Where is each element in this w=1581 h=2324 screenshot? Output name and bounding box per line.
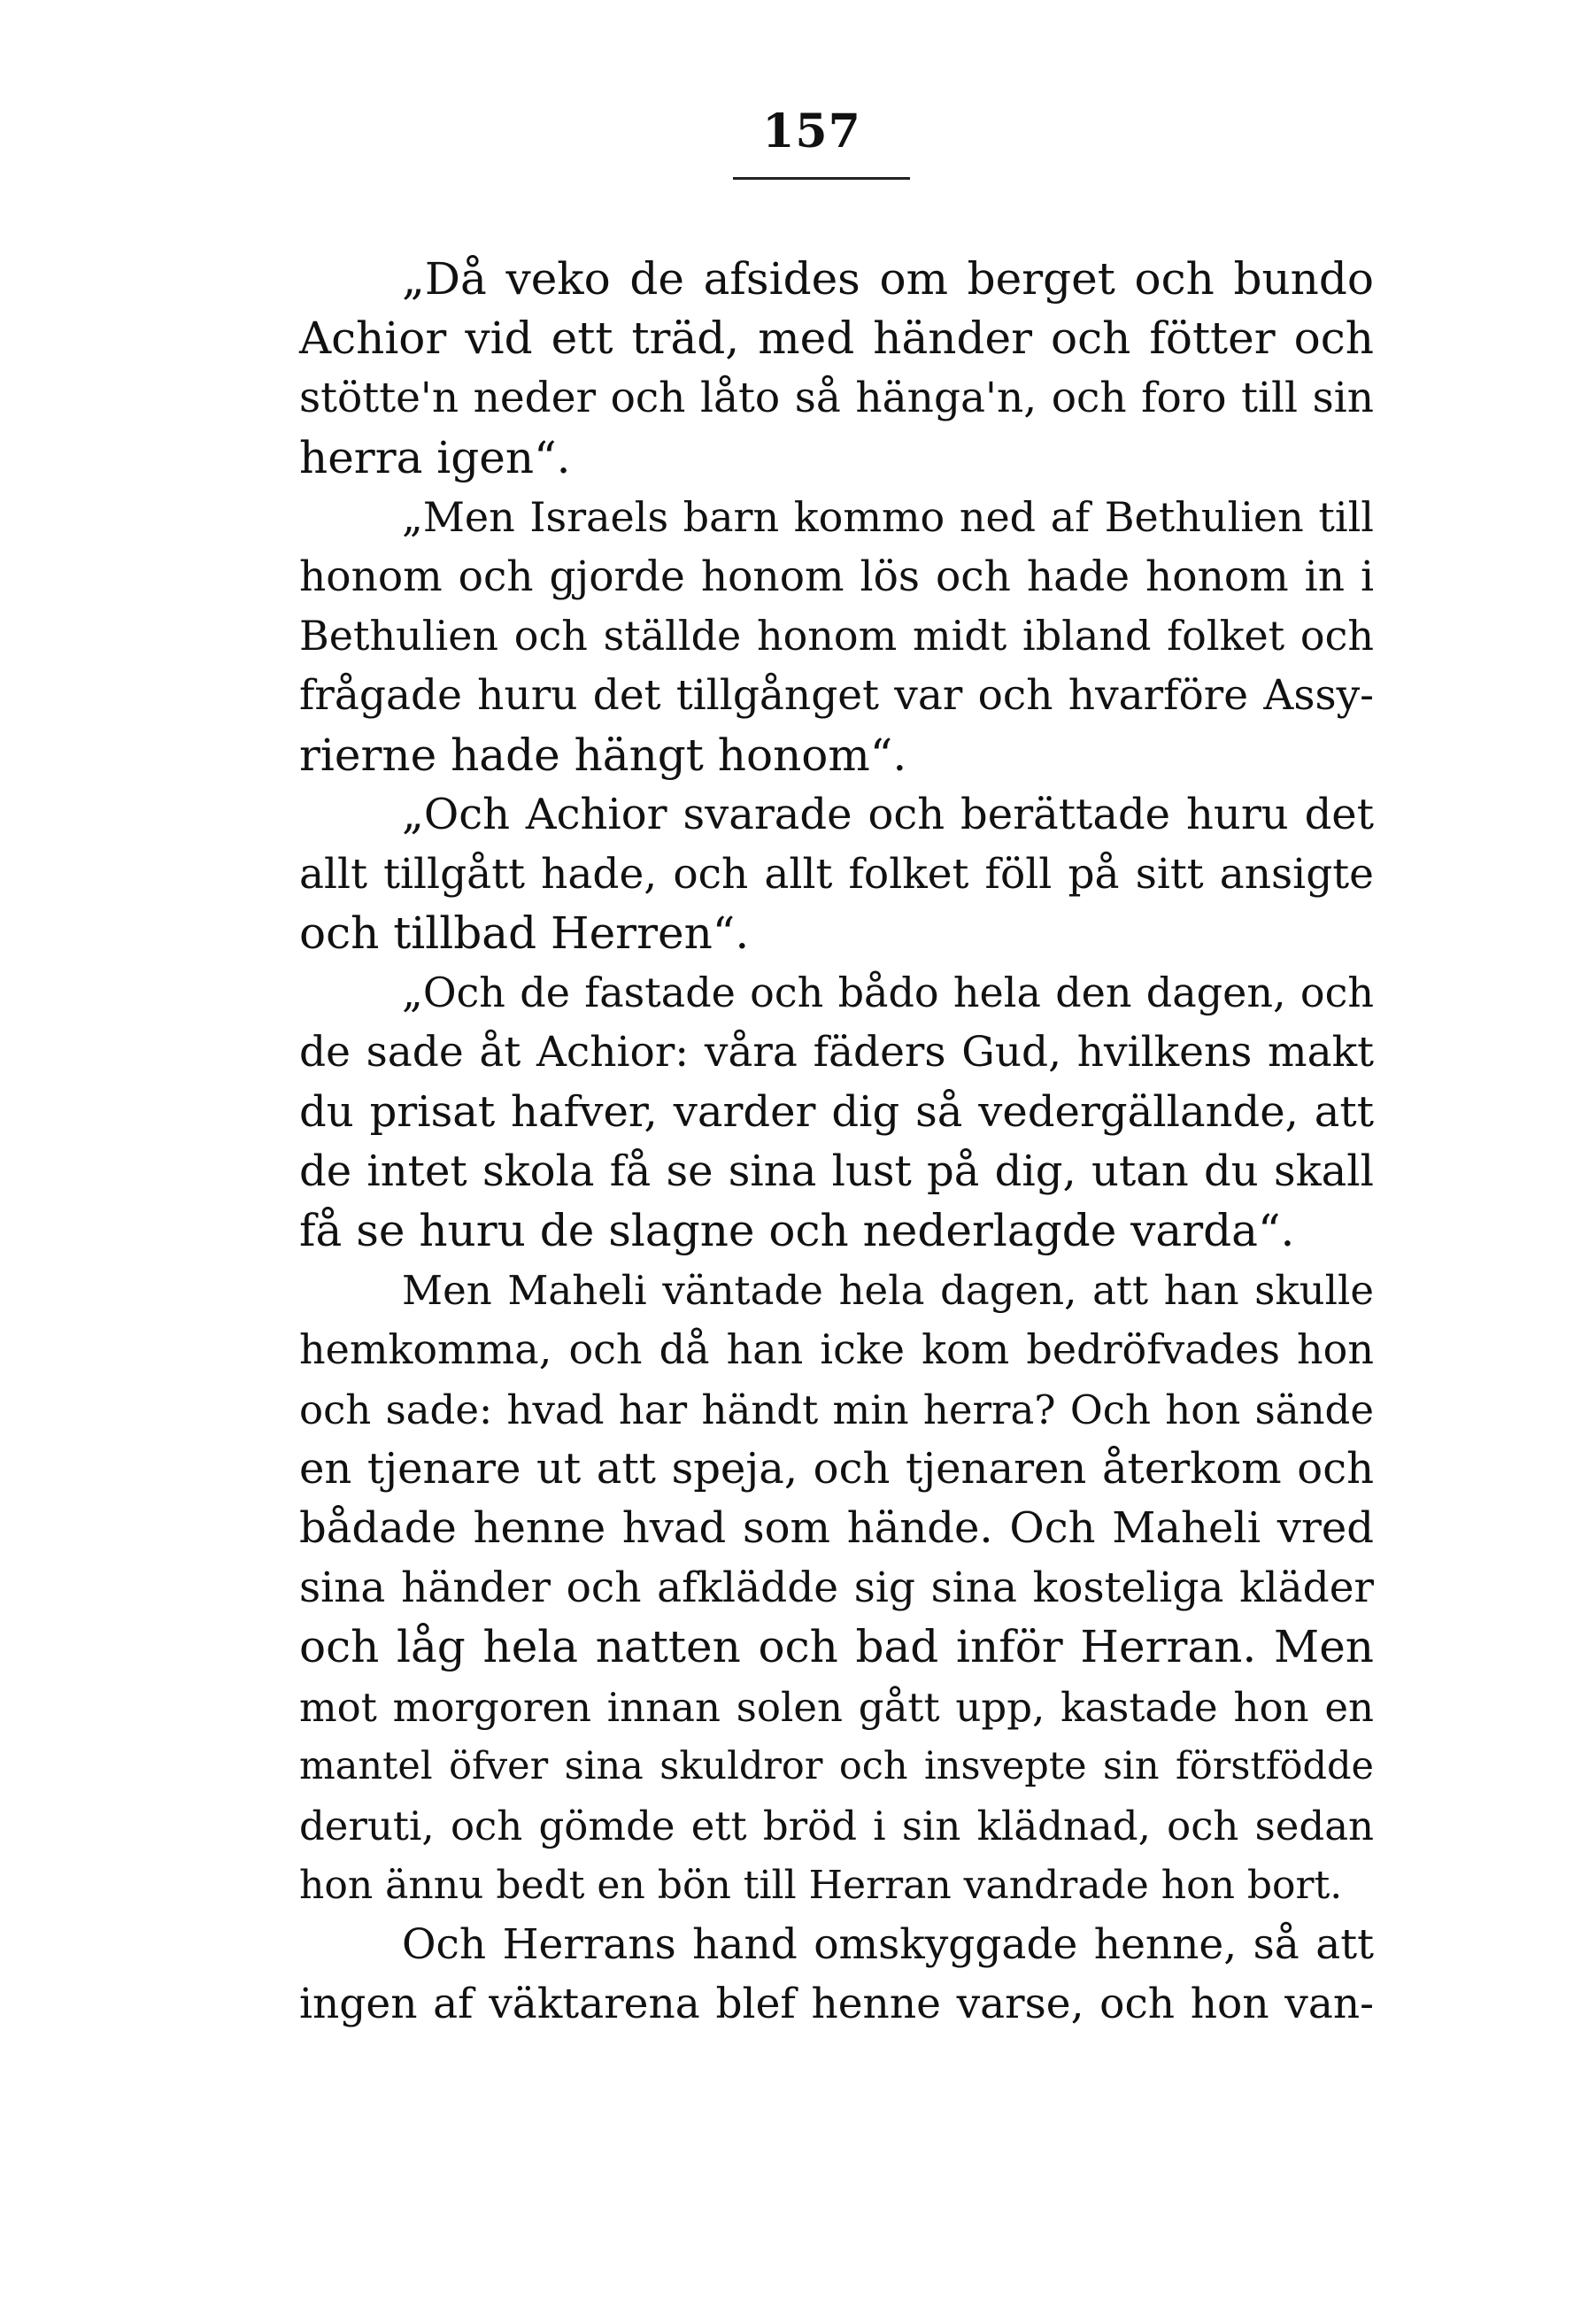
text-line: de intet skola få se sina lust på dig, utan du skall [299,1146,1374,1196]
text-line: en tjenare ut att speja, och tjenaren återkom och [299,1443,1374,1494]
page-number: 157 [762,104,861,158]
text-line: Men Maheli väntade hela dagen, att han skulle [402,1267,1374,1315]
text-line: frågade huru det tillgånget var och hvarföre Assy- [299,671,1374,721]
text-line: deruti, och gömde ett bröd i sin klädnad, och sedan [299,1802,1374,1849]
text-line: „Och Achior svarade och berättade huru det [402,789,1374,839]
text-line: bådade henne hvad som hände. Och Maheli vred [299,1502,1374,1553]
text-line: „Men Israels barn kommo ned af Bethulien till [402,492,1374,541]
text-line: och sade: hvad har händt min herra? Och hon sände [299,1386,1374,1433]
text-line: allt tillgått hade, och allt folket föll på sitt ansigte [299,849,1374,899]
text-line: och låg hela natten och bad inför Herran. Men [299,1621,1374,1673]
text-line: de sade åt Achior: våra fäders Gud, hvilkens makt [299,1028,1374,1077]
text-line: Achior vid ett träd, med händer och fötter och [299,313,1374,365]
text-line: Och Herrans hand omskyggade henne, så att [402,1920,1374,1970]
text-line: du prisat hafver, varder dig så vedergällande, att [299,1086,1374,1137]
text-line: hemkomma, och då han icke kom bedröfvades hon [299,1325,1374,1374]
text-line: „Och de fastade och bådo hela den dagen, och [402,969,1374,1017]
text-line: sina händer och afklädde sig sina kosteliga kläder [299,1563,1374,1613]
text-line: mantel öfver sina skuldror och insvepte sin förstfödde [299,1743,1374,1788]
header-rule [733,177,910,180]
text-line: honom och gjorde honom lös och hade honom in i [299,552,1374,601]
text-line: få se huru de slagne och nederlagde varda“. [299,1205,1295,1256]
text-line: Bethulien och ställde honom midt ibland folket och [299,612,1374,660]
text-line: herra igen“. [299,431,571,483]
text-line: stötte'n neder och låto så hänga'n, och foro till sin [299,374,1374,423]
text-line: hon ännu bedt en bön till Herran vandrade hon bort. [299,1863,1343,1909]
text-line: ingen af väktarena blef henne varse, och hon van- [299,1980,1374,2029]
text-line: och tillbad Herren“. [299,907,750,960]
text-line: mot morgoren innan solen gått upp, kastade hon en [299,1683,1374,1731]
text-line: „Då veko de afsides om berget och bundo [402,253,1374,305]
text-line: rierne hade hängt honom“. [299,729,907,781]
body-text [299,250,1374,2034]
